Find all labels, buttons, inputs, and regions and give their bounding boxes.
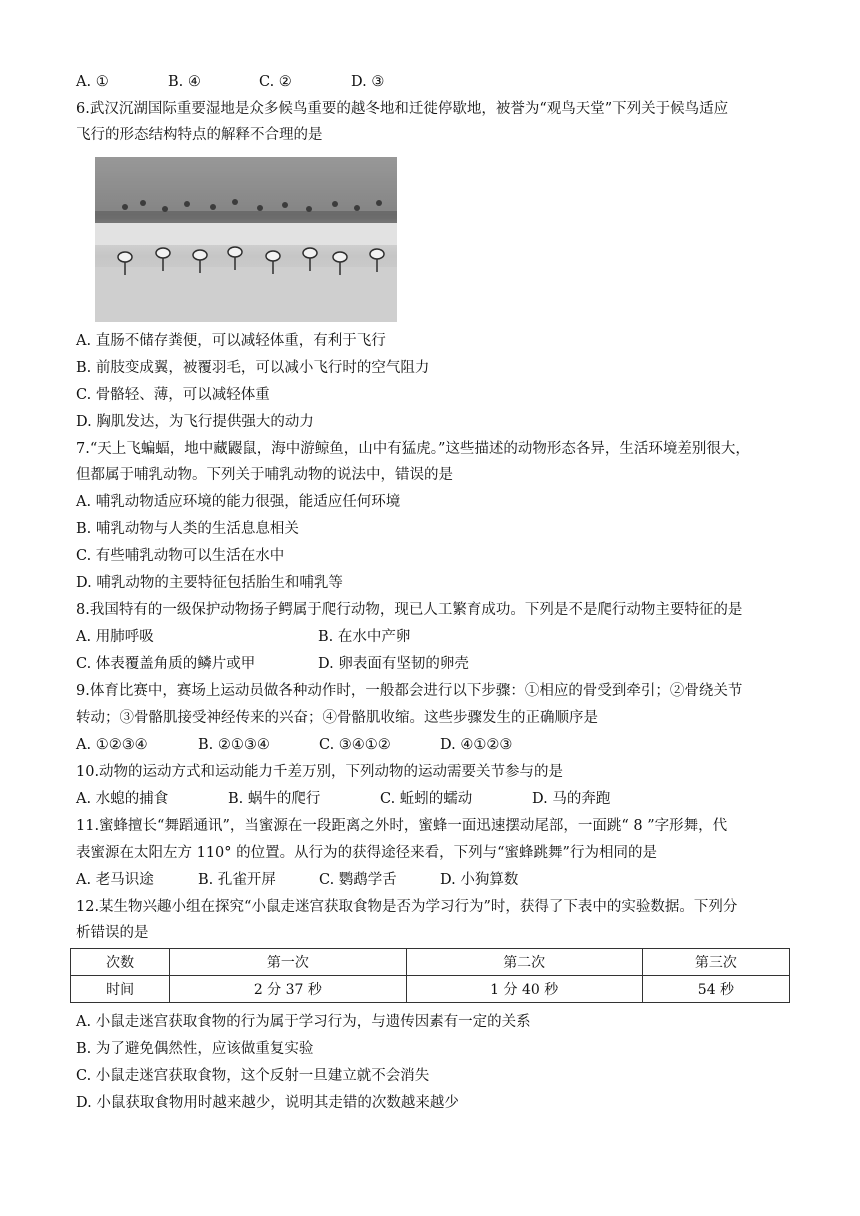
q10-stem: 10.动物的运动方式和运动能力千差万别，下列动物的运动需要关节参与的是	[76, 764, 564, 780]
q6-option-c: C. 骨骼轻、薄，可以减轻体重	[76, 387, 270, 403]
q10-option-a: A. 水螅的捕食	[76, 791, 169, 807]
q12-option-a: A. 小鼠走迷宫获取食物的行为属于学习行为，与遗传因素有一定的关系	[76, 1014, 531, 1030]
q6-option-a: A. 直肠不储存粪便，可以减轻体重，有利于飞行	[76, 333, 386, 349]
table-row	[71, 976, 790, 1003]
q5-option-a: A. ①	[76, 74, 109, 90]
q5-option-c: C. ②	[259, 74, 292, 90]
wetland-birds-photo	[95, 157, 397, 322]
table-header-row	[71, 949, 790, 976]
q7-option-b: B. 哺乳动物与人类的生活息息相关	[76, 521, 299, 537]
q6-stem-line-1: 6.武汉沉湖国际重要湿地是众多候鸟重要的越冬地和迁徙停歇地，被誉为“观鸟天堂”下列关于候鸟适应	[76, 101, 729, 117]
q8-stem: 8.我国特有的一级保护动物扬子鳄属于爬行动物，现已人工繁育成功。下列是不是爬行动物主要特征的是	[76, 602, 743, 618]
q11-option-d: D. 小狗算数	[440, 872, 519, 888]
q5-option-d: D. ③	[351, 74, 385, 90]
q8-option-b: B. 在水中产卵	[318, 629, 411, 645]
q6-option-b: B. 前肢变成翼，被覆羽毛，可以减小飞行时的空气阻力	[76, 360, 430, 376]
table-header-cell: 次数	[71, 949, 170, 976]
q9-option-a: A. ①②③④	[76, 737, 148, 753]
q11-option-b: B. 孔雀开屏	[198, 872, 276, 888]
table-cell: 1 分 40 秒	[406, 976, 642, 1003]
table-header-cell: 第一次	[170, 949, 406, 976]
q12-option-b: B. 为了避免偶然性，应该做重复实验	[76, 1041, 314, 1057]
q11-stem-line-2: 表蜜源在太阳左方 110° 的位置。从行为的获得途径来看，下列与“蜜蜂跳舞”行为相同的是	[76, 845, 657, 861]
q9-option-b: B. ②①③④	[198, 737, 270, 753]
q11-option-c: C. 鹦鹉学舌	[319, 872, 397, 888]
table-header-cell: 第二次	[406, 949, 642, 976]
table-header-cell: 第三次	[642, 949, 789, 976]
q10-option-d: D. 马的奔跑	[532, 791, 611, 807]
q11-option-a: A. 老马识途	[76, 872, 154, 888]
q6-option-d: D. 胸肌发达，为飞行提供强大的动力	[76, 414, 314, 430]
q7-option-c: C. 有些哺乳动物可以生活在水中	[76, 548, 285, 564]
q10-option-c: C. 蚯蚓的蠕动	[380, 791, 473, 807]
q12-stem-line-2: 析错误的是	[76, 925, 149, 941]
table-cell: 54 秒	[642, 976, 789, 1003]
q7-option-a: A. 哺乳动物适应环境的能力很强，能适应任何环境	[76, 494, 401, 510]
q8-option-c: C. 体表覆盖角质的鳞片或甲	[76, 656, 256, 672]
q11-stem-line-1: 11.蜜蜂擅长“舞蹈通讯”，当蜜源在一段距离之外时，蜜蜂一面迅速摆动尾部，一面跳“ 8 ”字形舞，代	[76, 818, 728, 834]
q12-option-d: D. 小鼠获取食物用时越来越少，说明其走错的次数越来越少	[76, 1095, 459, 1111]
q7-stem-line-2: 但都属于哺乳动物。下列关于哺乳动物的说法中，错误的是	[76, 467, 453, 483]
q9-stem-line-1: 9.体育比赛中，赛场上运动员做各种动作时，一般都会进行以下步骤：①相应的骨受到牵引；②骨绕关节	[76, 683, 743, 699]
q5-option-b: B. ④	[168, 74, 201, 90]
q6-stem-line-2: 飞行的形态结构特点的解释不合理的是	[76, 127, 323, 143]
q10-option-b: B. 蜗牛的爬行	[228, 791, 321, 807]
table-cell: 时间	[71, 976, 170, 1003]
q7-option-d: D. 哺乳动物的主要特征包括胎生和哺乳等	[76, 575, 343, 591]
q12-option-c: C. 小鼠走迷宫获取食物，这个反射一旦建立就不会消失	[76, 1068, 430, 1084]
experiment-data-table	[70, 948, 790, 1003]
q8-option-d: D. 卵表面有坚韧的卵壳	[318, 656, 469, 672]
q12-stem-line-1: 12.某生物兴趣小组在探究“小鼠走迷宫获取食物是否为学习行为”时，获得了下表中的实验数据。下列分	[76, 899, 738, 915]
q7-stem-line-1: 7.“天上飞蝙蝠，地中藏鼹鼠，海中游鲸鱼，山中有猛虎。”这些描述的动物形态各异，生活环境差别很大，	[76, 441, 750, 457]
q9-option-d: D. ④①②③	[440, 737, 513, 753]
q9-option-c: C. ③④①②	[319, 737, 391, 753]
q8-option-a: A. 用肺呼吸	[76, 629, 154, 645]
q9-stem-line-2: 转动；③骨骼肌接受神经传来的兴奋；④骨骼肌收缩。这些步骤发生的正确顺序是	[76, 710, 598, 726]
table-cell: 2 分 37 秒	[170, 976, 406, 1003]
